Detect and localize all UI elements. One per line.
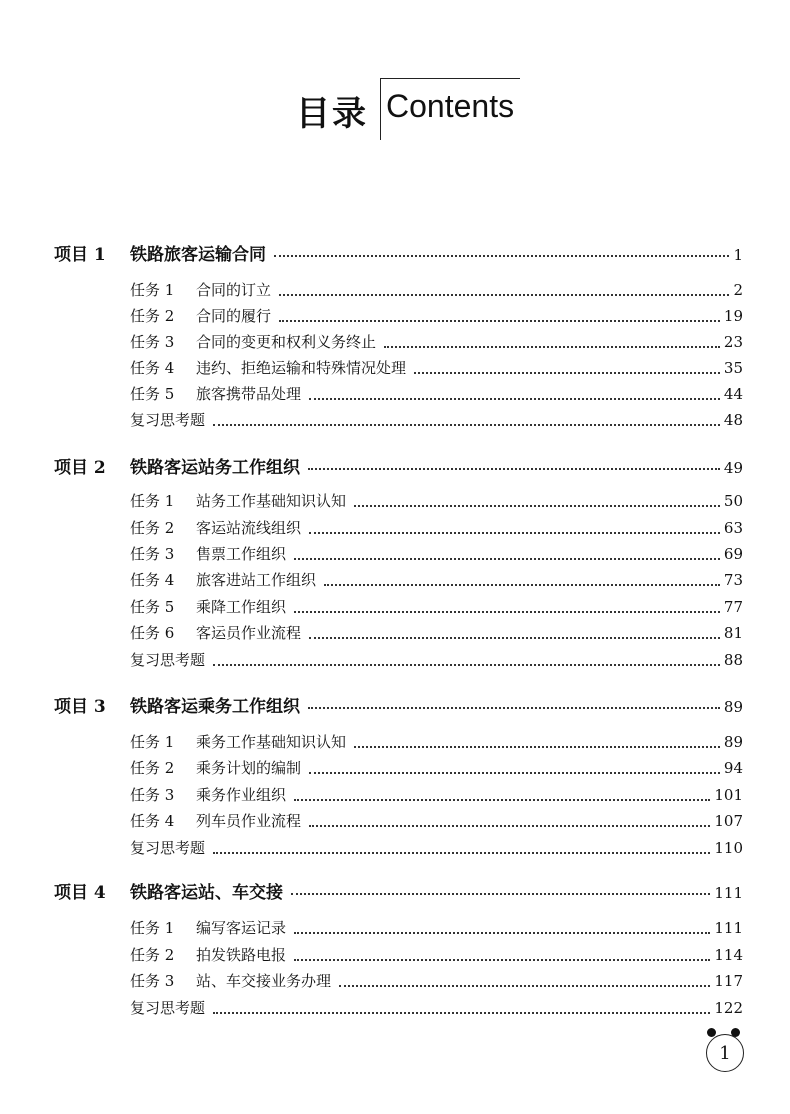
toc-review-row[interactable] (130, 997, 743, 1021)
task-page-number: 107 (714, 812, 743, 830)
task-page-number: 88 (723, 651, 743, 669)
project-label: 项目 1 (54, 245, 106, 265)
toc-task-row[interactable] (130, 383, 743, 407)
task-title: 合同的订立 (196, 281, 272, 299)
project-title: 铁路客运站务工作组织 (130, 458, 300, 478)
task-page-number: 117 (714, 972, 743, 990)
toc-task-row[interactable] (130, 331, 743, 355)
toc-task-row[interactable] (130, 543, 743, 567)
task-page-number: 35 (723, 359, 743, 377)
dot-leader (294, 611, 720, 613)
task-page-number: 2 (733, 281, 743, 299)
dot-leader (294, 558, 720, 560)
dot-leader (308, 707, 720, 709)
project-title: 铁路客运乘务工作组织 (130, 697, 300, 717)
toc-project-row[interactable] (54, 240, 743, 264)
task-title: 复习思考题 (130, 839, 206, 857)
toc-project-row[interactable] (54, 692, 743, 716)
toc-task-row[interactable] (130, 279, 743, 303)
task-title: 拍发铁路电报 (196, 946, 287, 964)
task-label: 任务 2 (130, 946, 175, 964)
toc-project-row[interactable] (54, 453, 743, 477)
task-page-number: 50 (723, 492, 743, 510)
project-label: 项目 2 (54, 458, 106, 478)
project-page-number: 89 (723, 698, 743, 716)
task-label: 任务 3 (130, 972, 175, 990)
dot-leader (213, 1012, 710, 1014)
task-label: 任务 5 (130, 598, 175, 616)
task-title: 复习思考题 (130, 651, 206, 669)
toc-task-row[interactable] (130, 731, 743, 755)
task-label: 任务 2 (130, 759, 175, 777)
task-label: 任务 3 (130, 786, 175, 804)
task-title: 站务工作基础知识认知 (196, 492, 347, 510)
toc-task-row[interactable] (130, 596, 743, 620)
task-title: 编写客运记录 (196, 919, 287, 937)
task-label: 任务 3 (130, 333, 175, 351)
dot-leader (309, 637, 720, 639)
dot-leader (308, 468, 720, 470)
title-divider-horizontal (380, 78, 520, 79)
toc-task-row[interactable] (130, 917, 743, 941)
task-page-number: 69 (723, 545, 743, 563)
task-label: 任务 3 (130, 545, 175, 563)
task-label: 任务 4 (130, 812, 175, 830)
task-label: 任务 4 (130, 359, 175, 377)
task-page-number: 111 (714, 919, 743, 937)
toc-project-row[interactable] (54, 878, 743, 902)
task-title: 复习思考题 (130, 999, 206, 1017)
dot-leader (354, 505, 720, 507)
task-title: 站、车交接业务办理 (196, 972, 332, 990)
toc-task-row[interactable] (130, 970, 743, 994)
task-page-number: 48 (723, 411, 743, 429)
toc-header (0, 0, 790, 200)
task-page-number: 94 (723, 759, 743, 777)
dot-leader (279, 320, 720, 322)
task-label: 任务 1 (130, 492, 175, 510)
task-title: 售票工作组织 (196, 545, 287, 563)
dot-leader (294, 799, 710, 801)
toc-task-row[interactable] (130, 569, 743, 593)
task-title: 复习思考题 (130, 411, 206, 429)
toc-task-row[interactable] (130, 622, 743, 646)
dot-leader (294, 932, 710, 934)
dot-leader (213, 424, 720, 426)
project-page-number: 111 (714, 884, 743, 902)
project-title: 铁路客运站、车交接 (130, 883, 283, 903)
task-title: 旅客进站工作组织 (196, 571, 317, 589)
dot-leader (213, 852, 710, 854)
title-divider-vertical (380, 78, 381, 140)
task-title: 合同的变更和权利义务终止 (196, 333, 377, 351)
toc-task-row[interactable] (130, 517, 743, 541)
project-page-number: 49 (723, 459, 743, 477)
toc-review-row[interactable] (130, 409, 743, 433)
task-label: 任务 6 (130, 624, 175, 642)
dot-leader (309, 825, 710, 827)
toc-task-row[interactable] (130, 784, 743, 808)
dot-leader (324, 584, 720, 586)
dot-leader (309, 532, 720, 534)
task-label: 任务 4 (130, 571, 175, 589)
dot-leader (354, 746, 720, 748)
toc-task-row[interactable] (130, 944, 743, 968)
toc-task-row[interactable] (130, 490, 743, 514)
toc-task-row[interactable] (130, 810, 743, 834)
toc-title-english: Contents (386, 88, 515, 124)
project-label: 项目 4 (54, 883, 106, 903)
task-label: 任务 2 (130, 519, 175, 537)
task-page-number: 44 (723, 385, 743, 403)
task-page-number: 73 (723, 571, 743, 589)
task-page-number: 19 (723, 307, 743, 325)
task-page-number: 81 (723, 624, 743, 642)
task-label: 任务 1 (130, 281, 175, 299)
task-title: 乘务工作基础知识认知 (196, 733, 347, 751)
task-title: 违约、拒绝运输和特殊情况处理 (196, 359, 407, 377)
toc-task-row[interactable] (130, 305, 743, 329)
toc-title-chinese: 目录 (296, 94, 368, 134)
task-title: 旅客携带品处理 (196, 385, 302, 403)
task-page-number: 23 (723, 333, 743, 351)
dot-leader (213, 664, 720, 666)
dot-leader (309, 398, 720, 400)
task-title: 合同的履行 (196, 307, 272, 325)
dot-leader (384, 346, 720, 348)
task-title: 客运站流线组织 (196, 519, 302, 537)
task-page-number: 77 (723, 598, 743, 616)
task-title: 乘务作业组织 (196, 786, 287, 804)
task-page-number: 122 (714, 999, 743, 1017)
task-page-number: 110 (714, 839, 743, 857)
page-number-badge (706, 1034, 744, 1072)
task-title: 乘务计划的编制 (196, 759, 302, 777)
page-number: 1 (719, 1042, 731, 1064)
toc-review-row[interactable] (130, 837, 743, 861)
toc-task-row[interactable] (130, 357, 743, 381)
task-label: 任务 1 (130, 919, 175, 937)
task-title: 客运员作业流程 (196, 624, 302, 642)
task-label: 任务 5 (130, 385, 175, 403)
dot-leader (339, 985, 710, 987)
dot-leader (279, 294, 729, 296)
task-page-number: 89 (723, 733, 743, 751)
dot-leader (309, 772, 720, 774)
dot-leader (294, 959, 710, 961)
task-title: 乘降工作组织 (196, 598, 287, 616)
task-page-number: 114 (714, 946, 743, 964)
toc-task-row[interactable] (130, 757, 743, 781)
task-title: 列车员作业流程 (196, 812, 302, 830)
dot-leader (414, 372, 720, 374)
task-label: 任务 1 (130, 733, 175, 751)
task-page-number: 63 (723, 519, 743, 537)
project-label: 项目 3 (54, 697, 106, 717)
project-page-number: 1 (733, 246, 743, 264)
toc-review-row[interactable] (130, 649, 743, 673)
task-page-number: 101 (714, 786, 743, 804)
task-label: 任务 2 (130, 307, 175, 325)
project-title: 铁路旅客运输合同 (130, 245, 266, 265)
dot-leader (274, 255, 729, 257)
dot-leader (291, 893, 710, 895)
